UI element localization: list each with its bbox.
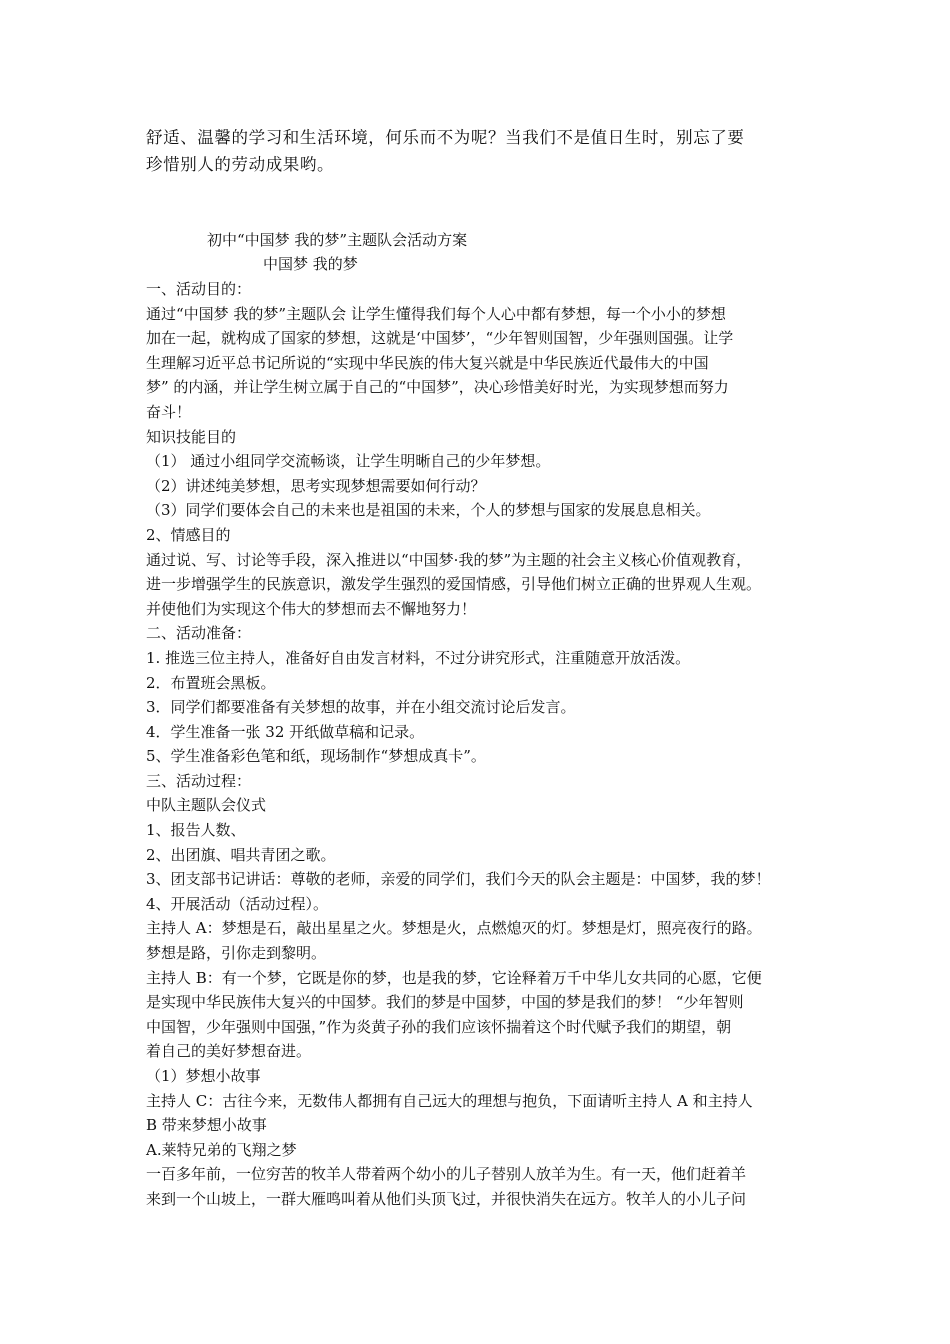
intro-line: 珍惜别人的劳动成果哟。	[146, 155, 335, 174]
body-line: 着自己的美好梦想奋进。	[146, 1042, 312, 1061]
body-line: 进一步增强学生的民族意识，激发学生强烈的爱国情感，引导他们树立正确的世界观人生观。	[146, 575, 762, 594]
body-line: 2．布置班会黑板。	[146, 673, 276, 692]
body-line: A.莱特兄弟的飞翔之梦	[146, 1140, 297, 1159]
body-line: 主持人 A：梦想是石，敲出星星之火。梦想是火，点燃熄灭的灯。梦想是灯，照亮夜行的路。	[146, 919, 762, 938]
body-line: 2、出团旗、唱共青团之歌。	[146, 845, 336, 864]
body-line: 梦” 的内涵，并让学生树立属于自己的“中国梦”，决心珍惜美好时光，为实现梦想而努力	[146, 378, 729, 397]
body-line: 5、学生准备彩色笔和纸，现场制作“梦想成真卡”。	[146, 747, 486, 766]
body-line: 奋斗！	[146, 402, 192, 421]
body-line: 3、团支部书记讲话：尊敬的老师，亲爱的同学们，我们今天的队会主题是：中国梦，我的梦！	[146, 870, 771, 889]
body-line: 梦想是路，引你走到黎明。	[146, 944, 327, 963]
body-line: 三、活动过程：	[146, 771, 252, 790]
body-line: 通过说、写、讨论等手段，深入推进以“中国梦·我的梦”为主题的社会主义核心价值观教育，	[146, 550, 752, 569]
body-line: 2、情感目的	[146, 525, 231, 544]
body-line: 中队主题队会仪式	[146, 796, 267, 815]
body-line: 加在一起，就构成了国家的梦想，这就是‘中国梦’，“少年智则国智，少年强则国强。让学	[146, 329, 734, 348]
body-line: 通过“中国梦 我的梦”主题队会 让学生懂得我们每个人心中都有梦想，每一个小小的梦想	[146, 304, 726, 323]
body-line: 知识技能目的	[146, 427, 237, 446]
body-line: 4、开展活动（活动过程）。	[146, 894, 329, 913]
body-line: B 带来梦想小故事	[146, 1116, 267, 1135]
body-line: 一百多年前，一位穷苦的牧羊人带着两个幼小的儿子替别人放羊为生。有一天，他们赶着羊	[146, 1165, 747, 1184]
body-line: （3）同学们要体会自己的未来也是祖国的未来，个人的梦想与国家的发展息息相关。	[146, 501, 711, 520]
body-line: 一、活动目的：	[146, 280, 252, 298]
body-line: 是实现中华民族伟大复兴的中国梦。我们的梦是中国梦，中国的梦是我们的梦！ “少年智则	[146, 993, 744, 1012]
body-line: （2）讲述纯美梦想，思考实现梦想需要如何行动？	[146, 476, 486, 495]
body-line: 主持人 B：有一个梦，它既是你的梦，也是我的梦，它诠释着万千中华儿女共同的心愿，它便	[146, 968, 762, 987]
body-line: （1）梦想小故事	[146, 1067, 261, 1085]
body-line: 4．学生准备一张 32 开纸做草稿和记录。	[146, 722, 425, 741]
body-line: 二、活动准备：	[146, 624, 252, 643]
document-subtitle: 中国梦 我的梦	[263, 255, 358, 273]
intro-paragraph	[146, 124, 826, 178]
intro-line: 舒适、温馨的学习和生活环境，何乐而不为呢？当我们不是值日生时，别忘了要	[146, 128, 745, 147]
body-line: 来到一个山坡上，一群大雁鸣叫着从他们头顶飞过，并很快消失在远方。牧羊人的小儿子问	[146, 1189, 747, 1208]
body-text	[146, 277, 816, 1212]
body-line: 1. 推选三位主持人，准备好自由发言材料，不过分讲究形式，注重随意开放活泼。	[146, 648, 691, 667]
body-line: 1、报告人数、	[146, 821, 246, 840]
body-line: 生理解习近平总书记所说的“实现中华民族的伟大复兴就是中华民族近代最伟大的中国	[146, 353, 709, 372]
document-title: 初中“中国梦 我的梦”主题队会活动方案	[207, 231, 468, 249]
body-line: 主持人 C：古往今来，无数伟人都拥有自己远大的理想与抱负，下面请听主持人 A 和主持人	[146, 1091, 753, 1110]
body-line: 中国智，少年强则中国强，”作为炎黄子孙的我们应该怀揣着这个时代赋予我们的期望，朝	[146, 1017, 732, 1036]
body-line: （1） 通过小组同学交流畅谈，让学生明晰自己的少年梦想。	[146, 452, 551, 471]
body-line: 3．同学们都要准备有关梦想的故事，并在小组交流讨论后发言。	[146, 698, 576, 717]
body-line: 并使他们为实现这个伟大的梦想而去不懈地努力！	[146, 599, 477, 618]
